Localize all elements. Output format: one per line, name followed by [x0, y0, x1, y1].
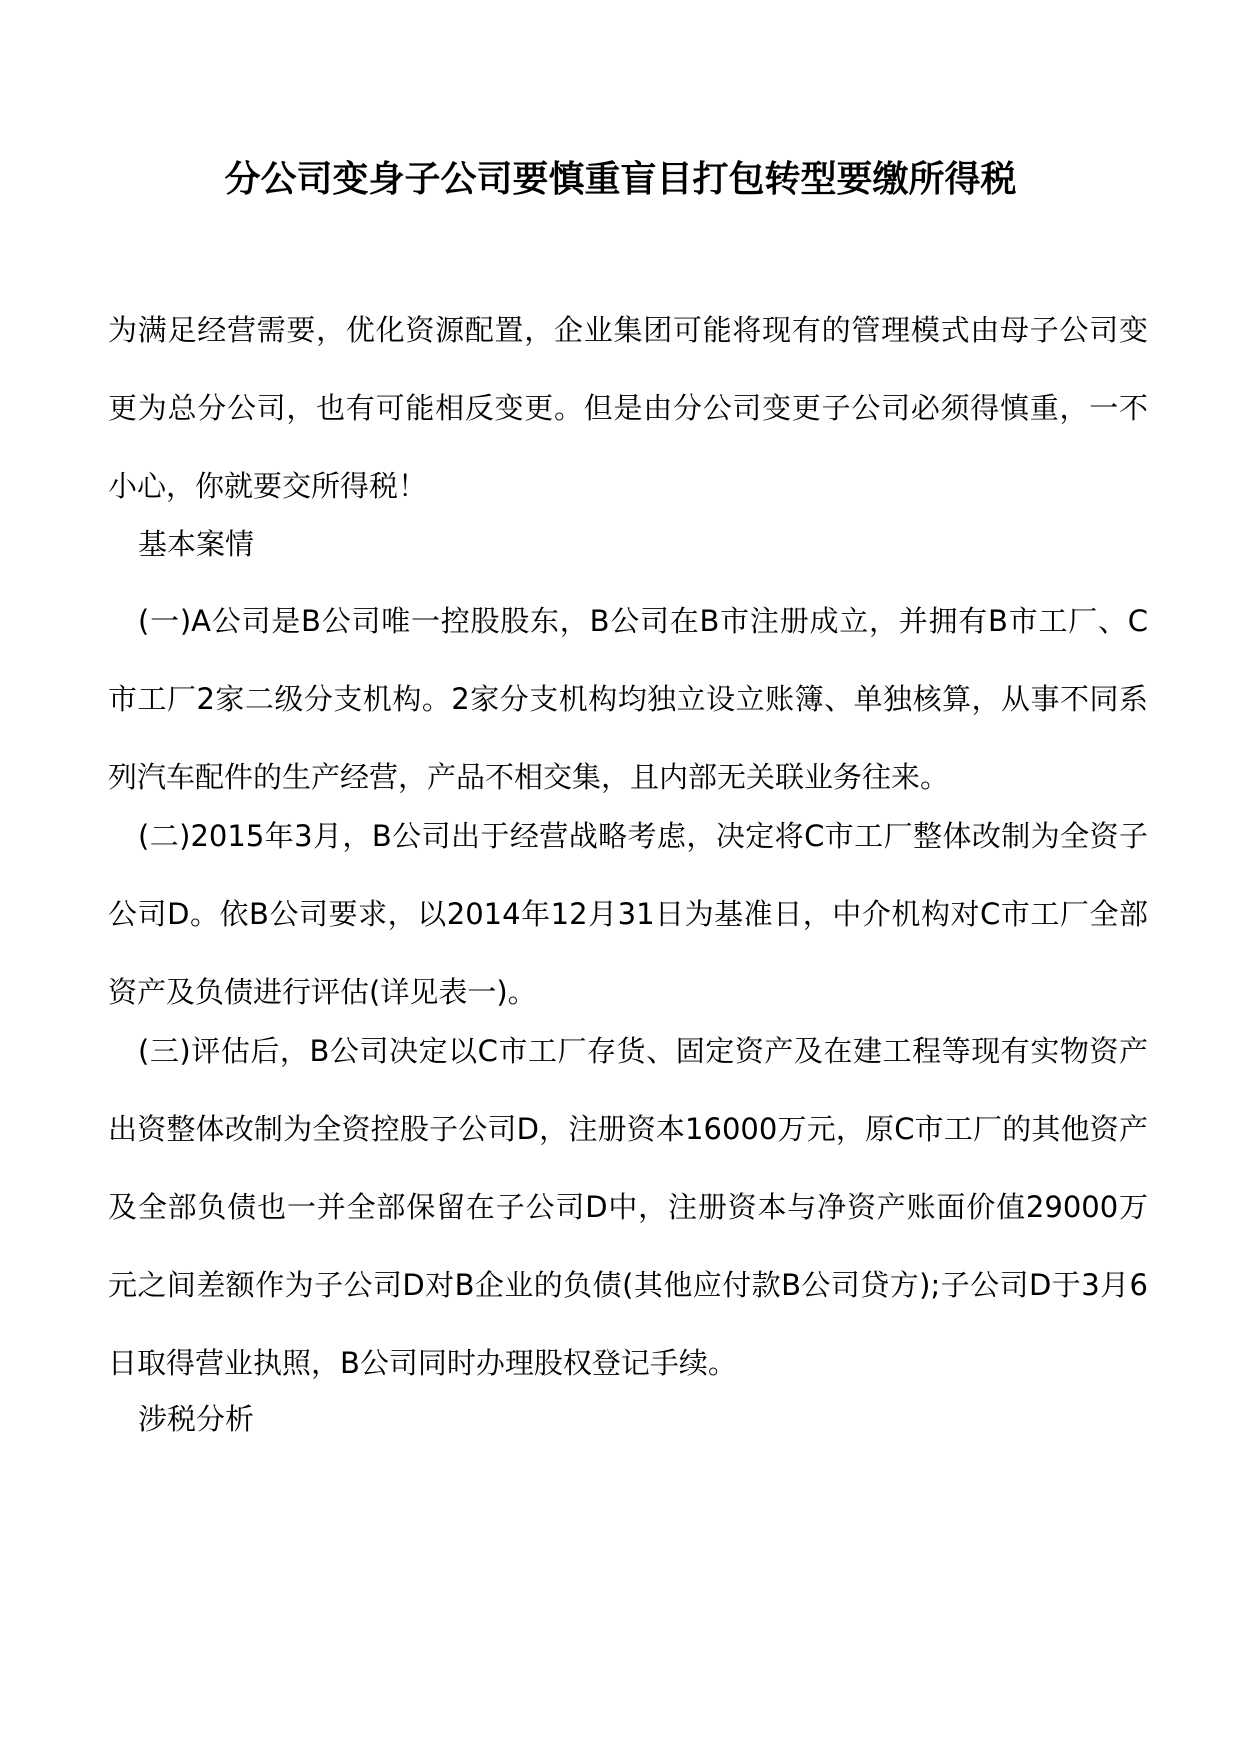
case-paragraph-1: (一)A公司是B公司唯一控股股东，B公司在B市注册成立，并拥有B市工厂、C市工厂2家二级分支机构。2家分支机构均独立设立账簿、单独核算，从事不同系列汽车配件的生产经营，产品不相交集，且内部无关联业务往来。	[108, 604, 1148, 794]
section-heading-tax-analysis: 涉税分析	[138, 1402, 255, 1436]
intro-paragraph: 为满足经营需要，优化资源配置，企业集团可能将现有的管理模式由母子公司变更为总分公司，也有可能相反变更。但是由分公司变更子公司必须得慎重，一不小心，你就要交所得税！	[108, 313, 1148, 503]
case-paragraph-2: (二)2015年3月，B公司出于经营战略考虑，决定将C市工厂整体改制为全资子公司D。依B公司要求，以2014年12月31日为基准日，中介机构对C市工厂全部资产及负债进行评估(详见表一)。	[108, 819, 1148, 1009]
document-title: 分公司变身子公司要慎重盲目打包转型要缴所得税	[224, 158, 1017, 200]
section-heading-basic-case: 基本案情	[138, 527, 255, 561]
case-paragraph-3: (三)评估后，B公司决定以C市工厂存货、固定资产及在建工程等现有实物资产出资整体改制为全资控股子公司D，注册资本16000万元，原C市工厂的其他资产及全部负债也一并全部保留在子公司D中，注册资本与净资产账面价值29000万元之间差额作为子公司D对B企业的负债(其他应付款B公司贷方);子公司D于3月6日取得营业执照，B公司同时办理股权登记手续。	[108, 1034, 1148, 1380]
